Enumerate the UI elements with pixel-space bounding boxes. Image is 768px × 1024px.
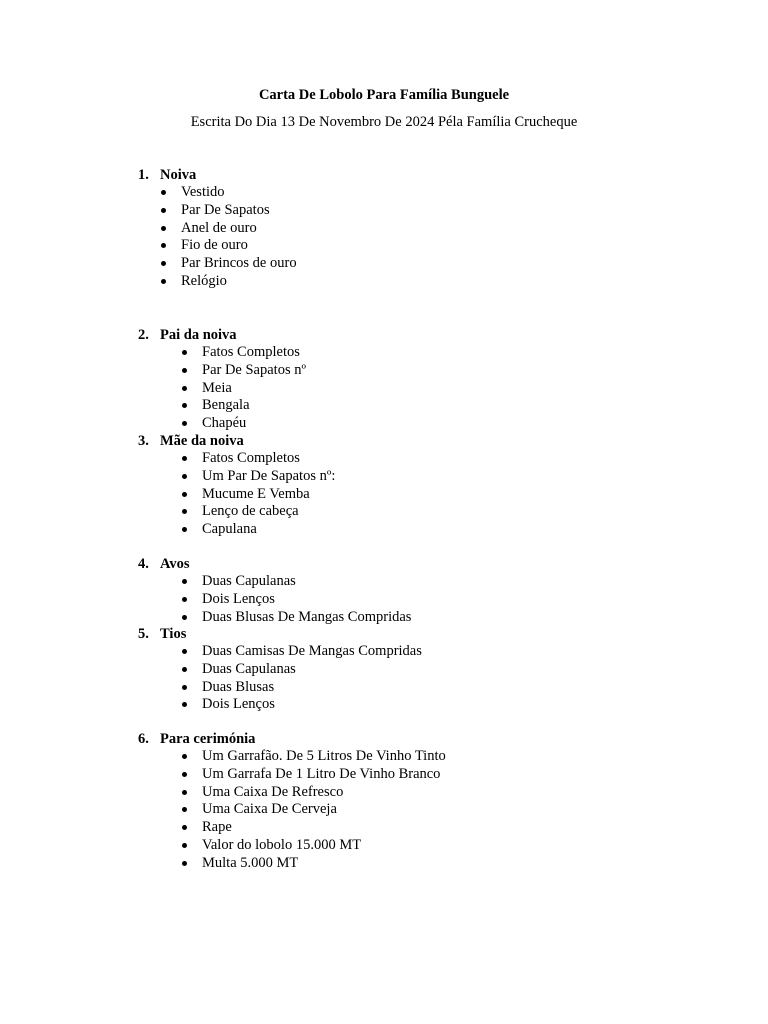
- bullet-icon: [182, 772, 187, 777]
- list-item-text: Fatos Completos: [202, 450, 300, 466]
- list-item: [0, 220, 768, 238]
- list-item: [0, 184, 768, 202]
- list-item-text: Meia: [202, 379, 232, 396]
- item-list: [0, 344, 768, 433]
- item-list: [0, 748, 768, 873]
- bullet-icon: [161, 279, 166, 284]
- list-item-text: Duas Capulanas: [202, 573, 296, 589]
- list-item-text: Anel de ouro: [181, 219, 257, 236]
- bullet-icon: [182, 615, 187, 620]
- list-item-text: Uma Caixa De Refresco: [202, 783, 344, 800]
- list-item: [0, 748, 768, 766]
- bullet-icon: [182, 579, 187, 584]
- section-title: Pai da noiva: [160, 327, 237, 343]
- bullet-icon: [182, 403, 187, 408]
- section-heading: [0, 625, 768, 643]
- item-list: [0, 643, 768, 714]
- document-title: Carta De Lobolo Para Família Bunguele: [258, 87, 510, 103]
- bullet-icon: [182, 597, 187, 602]
- section-number: 3.: [138, 433, 149, 449]
- bullet-icon: [182, 825, 187, 830]
- list-item: [0, 380, 768, 398]
- section-number: 5.: [138, 626, 149, 642]
- list-item: [0, 273, 768, 291]
- list-item-text: Um Garrafa De 1 Litro De Vinho Branco: [202, 765, 441, 782]
- list-item-text: Vestido: [181, 184, 225, 200]
- section-number: 1.: [138, 167, 149, 183]
- list-item-text: Dois Lenços: [202, 696, 275, 713]
- bullet-icon: [182, 509, 187, 514]
- list-item: [0, 609, 768, 627]
- list-item: [0, 450, 768, 468]
- section-pai-da-noiva: [0, 326, 768, 433]
- bullet-icon: [182, 861, 187, 866]
- list-item-text: Multa 5.000 MT: [202, 854, 299, 871]
- bullet-icon: [182, 386, 187, 391]
- list-item: [0, 661, 768, 679]
- list-item-text: Duas Capulanas: [202, 660, 296, 677]
- list-item-text: Dois Lenços: [202, 590, 275, 607]
- bullet-icon: [182, 807, 187, 812]
- section-title: Para cerimónia: [160, 731, 256, 747]
- list-item-text: Fio de ouro: [181, 237, 248, 254]
- list-item-text: Um Garrafão. De 5 Litros De Vinho Tinto: [202, 748, 446, 764]
- list-item-text: Valor do lobolo 15.000 MT: [202, 836, 362, 853]
- section-heading: [0, 326, 768, 344]
- section-avos: [0, 555, 768, 626]
- bullet-icon: [161, 261, 166, 266]
- document-subtitle: Escrita Do Dia 13 De Novembro De 2024 Péla Família Crucheque: [190, 114, 578, 130]
- bullet-icon: [182, 527, 187, 532]
- list-item: [0, 255, 768, 273]
- bullet-icon: [161, 190, 166, 195]
- list-item: [0, 696, 768, 714]
- bullet-icon: [182, 492, 187, 497]
- bullet-icon: [182, 474, 187, 479]
- list-item-text: Bengala: [202, 397, 250, 414]
- section-number: 2.: [138, 327, 149, 343]
- list-item: [0, 643, 768, 661]
- section-title: Avos: [160, 556, 190, 572]
- bullet-icon: [182, 421, 187, 426]
- section-heading: [0, 730, 768, 748]
- list-item: [0, 415, 768, 433]
- bullet-icon: [182, 754, 187, 759]
- list-item: [0, 521, 768, 539]
- section-title: Tios: [160, 626, 187, 642]
- bullet-icon: [182, 843, 187, 848]
- list-item: [0, 344, 768, 362]
- section-title: Mãe da noiva: [160, 433, 244, 449]
- bullet-icon: [182, 790, 187, 795]
- bullet-icon: [161, 243, 166, 248]
- list-item-text: Relógio: [181, 272, 227, 289]
- list-item: [0, 679, 768, 697]
- list-item: [0, 855, 768, 873]
- bullet-icon: [182, 667, 187, 672]
- section-heading: [0, 166, 768, 184]
- list-item-text: Duas Blusas De Mangas Compridas: [202, 608, 412, 625]
- list-item: [0, 766, 768, 784]
- bullet-icon: [161, 208, 166, 213]
- bullet-icon: [182, 702, 187, 707]
- list-item: [0, 573, 768, 591]
- list-item: [0, 801, 768, 819]
- list-item: [0, 202, 768, 220]
- list-item: [0, 237, 768, 255]
- section-number: 4.: [138, 556, 149, 572]
- item-list: [0, 450, 768, 539]
- list-item-text: Duas Camisas De Mangas Compridas: [202, 643, 422, 659]
- section-number: 6.: [138, 731, 149, 747]
- section-para-cerimonia: [0, 730, 768, 873]
- section-heading: [0, 555, 768, 573]
- list-item: [0, 362, 768, 380]
- list-item: [0, 837, 768, 855]
- list-item: [0, 503, 768, 521]
- bullet-icon: [182, 649, 187, 654]
- list-item: [0, 784, 768, 802]
- list-item-text: Fatos Completos: [202, 344, 300, 360]
- section-noiva: [0, 166, 768, 291]
- bullet-icon: [182, 456, 187, 461]
- bullet-icon: [182, 350, 187, 355]
- section-tios: [0, 625, 768, 714]
- section-mae-da-noiva: [0, 432, 768, 539]
- list-item-text: Mucume E Vemba: [202, 485, 310, 502]
- list-item: [0, 397, 768, 415]
- list-item-text: Capulana: [202, 521, 257, 538]
- section-title: Noiva: [160, 167, 197, 183]
- list-item: [0, 486, 768, 504]
- item-list: [0, 573, 768, 626]
- list-item: [0, 468, 768, 486]
- list-item-text: Par Brincos de ouro: [181, 255, 297, 272]
- list-item-text: Duas Blusas: [202, 678, 275, 695]
- bullet-icon: [182, 685, 187, 690]
- list-item: [0, 591, 768, 609]
- list-item-text: Um Par De Sapatos nº:: [202, 467, 336, 484]
- list-item-text: Par De Sapatos: [181, 201, 270, 218]
- list-item-text: Chapéu: [202, 415, 247, 432]
- section-heading: [0, 432, 768, 450]
- list-item-text: Par De Sapatos nº: [202, 361, 306, 378]
- bullet-icon: [182, 368, 187, 373]
- list-item: [0, 819, 768, 837]
- item-list: [0, 184, 768, 291]
- list-item-text: Lenço de cabeça: [202, 503, 299, 520]
- bullet-icon: [161, 226, 166, 231]
- list-item-text: Rape: [202, 819, 232, 836]
- list-item-text: Uma Caixa De Cerveja: [202, 801, 337, 818]
